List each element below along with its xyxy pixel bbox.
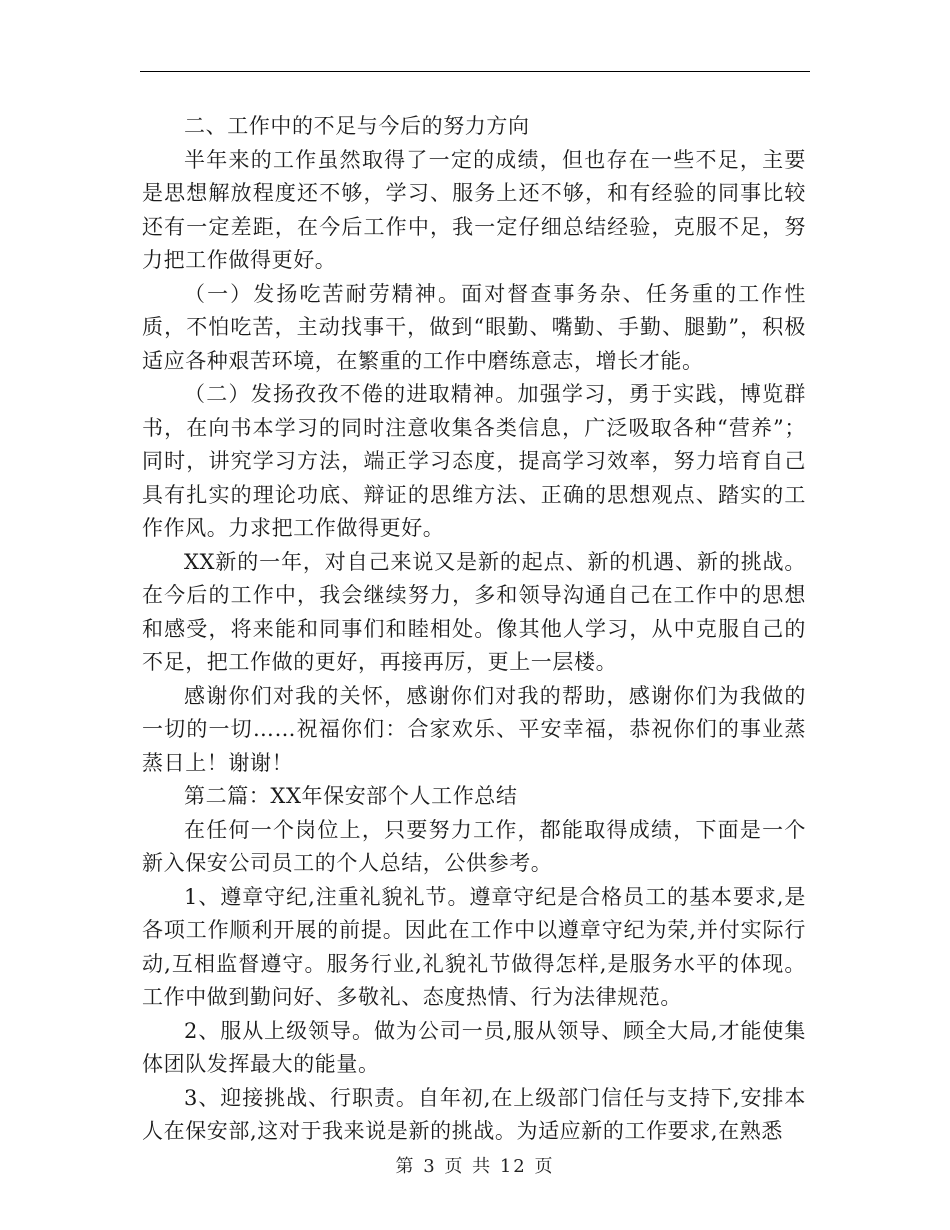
page-number: 第 3 页 共 12 页 [395, 1156, 555, 1177]
part-two-heading: 第二篇：XX年保安部个人工作总结 [184, 784, 518, 808]
document-body [142, 110, 806, 1149]
paragraph: 半年来的工作虽然取得了一定的成绩，但也存在一些不足，主要是思想解放程度还不够，学习、服务上还不够，和有经验的同事比较还有一定差距，在今后工作中，我一定仔细总结经验，克服不足，努力把工作做得更好。 [142, 147, 806, 272]
section-heading: 二、工作中的不足与今后的努力方向 [184, 114, 530, 138]
paragraph: 感谢你们对我的关怀，感谢你们对我的帮助，感谢你们为我做的一切的一切……祝福你们：合家欢乐、平安幸福，恭祝你们的事业蒸蒸日上！谢谢！ [142, 683, 806, 775]
paragraph: 1、遵章守纪,注重礼貌礼节。遵章守纪是合格员工的基本要求,是各项工作顺利开展的前提。因此在工作中以遵章守纪为荣,并付实际行动,互相监督遵守。服务行业,礼貌礼节做得怎样,是服务水平的体现。工作中做到勤问好、多敬礼、态度热情、行为法律规范。 [142, 884, 806, 1009]
paragraph: XX新的一年，对自己来说又是新的起点、新的机遇、新的挑战。在今后的工作中，我会继续努力，多和领导沟通自己在工作中的思想和感受，将来能和同事们和睦相处。像其他人学习，从中克服自己的不足，把工作做的更好，再接再厉，更上一层楼。 [142, 549, 806, 674]
paragraph: 2、服从上级领导。做为公司一员,服从领导、顾全大局,才能使集体团队发挥最大的能量。 [142, 1018, 806, 1076]
header-rule [140, 71, 810, 72]
paragraph: （一）发扬吃苦耐劳精神。面对督查事务杂、任务重的工作性质，不怕吃苦，主动找事干，做到“眼勤、嘴勤、手勤、腿勤”，积极适应各种艰苦环境，在繁重的工作中磨练意志，增长才能。 [142, 281, 806, 373]
paragraph: （二）发扬孜孜不倦的进取精神。加强学习，勇于实践，博览群书，在向书本学习的同时注意收集各类信息，广泛吸取各种“营养”；同时，讲究学习方法，端正学习态度，提高学习效率，努力培育自己具有扎实的理论功底、辩证的思维方法、正确的思想观点、踏实的工作作风。力求把工作做得更好。 [142, 382, 806, 540]
paragraph: 3、迎接挑战、行职责。自年初,在上级部门信任与支持下,安排本人在保安部,这对于我来说是新的挑战。为适应新的工作要求,在熟悉 [142, 1085, 806, 1143]
paragraph: 在任何一个岗位上，只要努力工作，都能取得成绩，下面是一个新入保安公司员工的个人总结，公供参考。 [142, 817, 806, 875]
